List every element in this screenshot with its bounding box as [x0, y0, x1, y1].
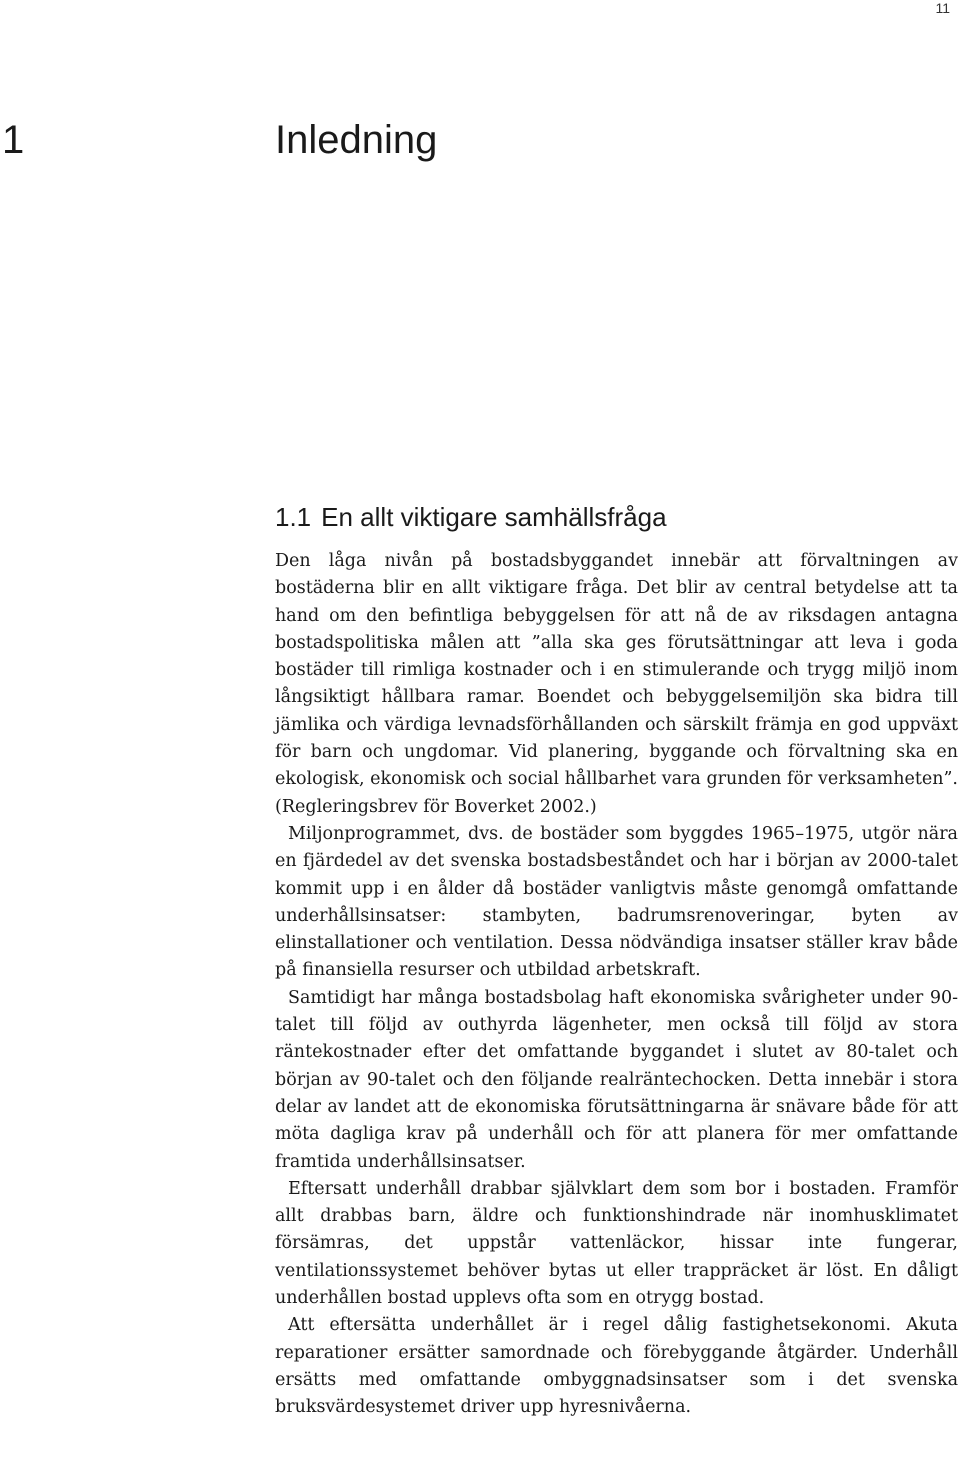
chapter-title: Inledning	[275, 118, 438, 162]
section-title: En allt viktigare samhällsfråga	[321, 502, 667, 532]
section-heading	[275, 502, 667, 533]
paragraph-1: Den låga nivån på bostadsbyggandet innebär att förvaltningen av bostäderna blir en allt viktigare fråga. Det blir av central betydelse att ta hand om den befintliga bebyggelsen för att nå de av riksdagen antagna bostadspolitiska målen att ”alla ska ges förutsättningar att leva i goda bostäder till rimliga kostnader och i en stimulerande och trygg miljö inom långsiktigt hållbara ramar. Boendet och bebyggelsemiljön ska bidra till jämlika och värdiga levnadsförhållanden och särskilt främja en god uppväxt för barn och ungdomar. Vid planering, byggande och förvaltning ska en ekologisk, ekonomisk och social hållbarhet vara grunden för verksamheten”. (Regleringsbrev för Boverket 2002.)	[275, 551, 958, 817]
paragraph-4: Eftersatt underhåll drabbar självklart dem som bor i bostaden. Framför allt drabbas barn, äldre och funktionshindrade när inomhusklimatet försämras, det uppstår vattenläckor, hissar inte fungerar, ventilationssystemet behöver bytas ut eller trappräcket är löst. En dåligt underhållen bostad upplevs ofta som en otrygg bostad.	[275, 1178, 958, 1309]
page-number: 11	[935, 0, 950, 16]
chapter-number: 1	[2, 118, 25, 162]
paragraph-5: Att eftersätta underhållet är i regel dålig fastighetsekonomi. Akuta reparationer ersätter samordnade och förebyggande åtgärder. Underhåll ersätts med omfattande ombyggnadsinsatser som i det svenska bruksvärdesystemet driver upp hyresnivåerna.	[275, 1315, 958, 1418]
paragraph-2: Miljonprogrammet, dvs. de bostäder som byggdes 1965–1975, utgör nära en fjärdedel av det svenska bostadsbeståndet och har i början av 2000-talet kommit upp i en ålder då bostäder vanligtvis måste genomgå omfattande underhållsinsatser: stambyten, badrumsrenoveringar, byten av elinstallationer och ventilation. Dessa nödvändiga insatser ställer krav både på finansiella resurser och utbildad arbetskraft.	[275, 823, 958, 981]
paragraph-3: Samtidigt har många bostadsbolag haft ekonomiska svårigheter under 90-talet till följd av outhyrda lägenheter, men också till följd av stora räntekostnader efter det omfattande byggandet i slutet av 80-talet och början av 90-talet och den följande realräntechocken. Detta innebär i stora delar av landet att de ekonomiska förutsättningarna är snävare både för att möta dagliga krav på underhåll och för att planera för mer omfattande framtida underhållsinsatser.	[275, 987, 958, 1172]
section-number: 1.1	[275, 502, 312, 532]
body-text	[275, 548, 958, 1422]
